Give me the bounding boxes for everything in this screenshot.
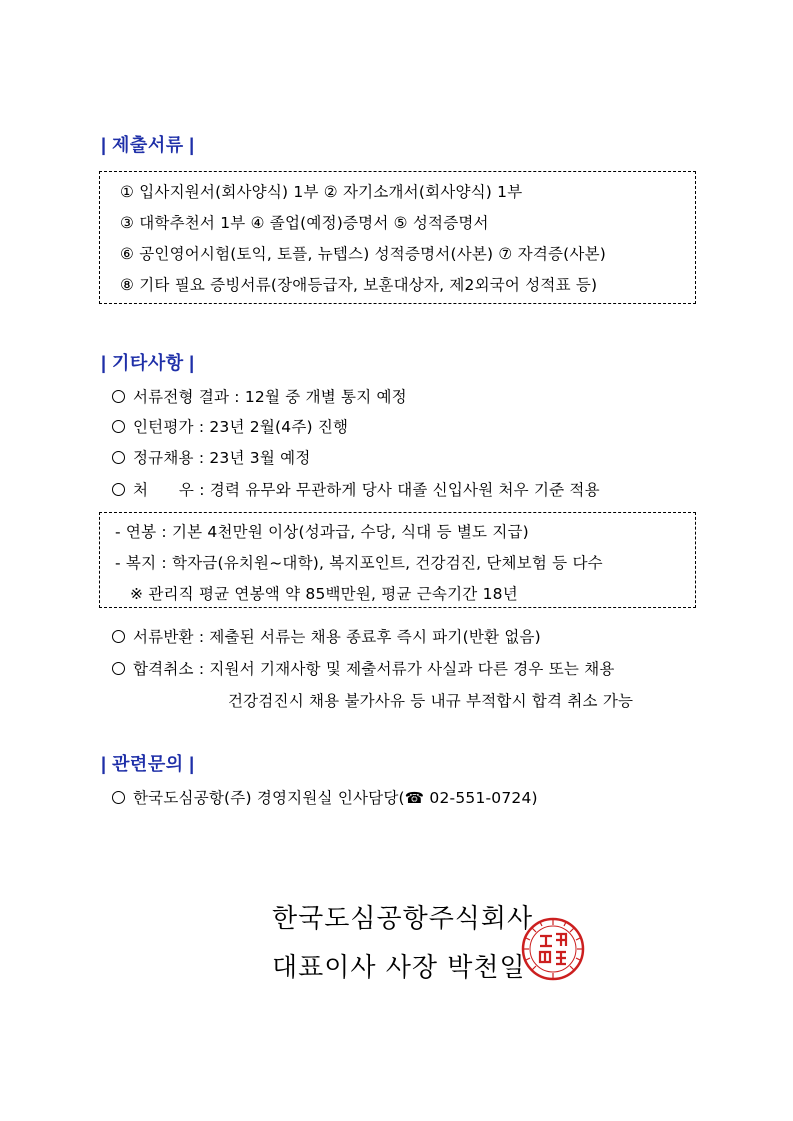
misc-item-cancel-continuation: 건강검진시 채용 불가사유 등 내규 부적합시 합격 취소 가능 [228, 692, 634, 710]
circle-bullet-icon [112, 483, 125, 496]
contact-text: 한국도심공항(주) 경영지원실 인사담당(☎ 02-551-0724) [133, 789, 538, 807]
contact-item [112, 786, 538, 808]
company-name: 한국도심공항주식회사 [272, 904, 534, 934]
misc-item-text: 정규채용 : 23년 3월 예정 [133, 449, 311, 467]
ceo-name: 대표이사 사장 박천일 [272, 953, 526, 983]
section-title-contact: | 관련문의 | [101, 754, 195, 774]
circle-bullet-icon [112, 420, 125, 433]
circle-bullet-icon [112, 662, 125, 675]
benefit-note: ※ 관리직 평균 연봉액 약 85백만원, 평균 근속기간 18년 [130, 585, 518, 603]
section-title-documents: | 제출서류 | [101, 135, 195, 155]
benefit-welfare: - 복지 : 학자금(유치원~대학), 복지포인트, 건강검진, 단체보험 등 다수 [115, 554, 603, 572]
misc-item-treatment [112, 478, 600, 500]
misc-item-intern [112, 415, 348, 437]
misc-item-return [112, 625, 541, 647]
documents-line: ① 입사지원서(회사양식) 1부 ② 자기소개서(회사양식) 1부 [120, 183, 523, 201]
misc-item-text: 처 우 : 경력 유무와 무관하게 당사 대졸 신입사원 처우 기준 적용 [133, 481, 600, 499]
misc-item-screening [112, 385, 407, 407]
documents-line: ⑧ 기타 필요 증빙서류(장애등급자, 보훈대상자, 제2외국어 성적표 등) [120, 276, 598, 294]
misc-item-text: 인턴평가 : 23년 2월(4주) 진행 [133, 418, 349, 436]
official-seal-icon [520, 916, 586, 982]
misc-item-text: 서류반환 : 제출된 서류는 채용 종료후 즉시 파기(반환 없음) [133, 628, 541, 646]
benefit-salary: - 연봉 : 기본 4천만원 이상(성과급, 수당, 식대 등 별도 지급) [115, 523, 529, 541]
misc-item-text: 합격취소 : 지원서 기재사항 및 제출서류가 사실과 다른 경우 또는 채용 [133, 660, 615, 678]
benefits-box [99, 512, 696, 608]
documents-box [99, 171, 696, 304]
section-title-misc: | 기타사항 | [101, 353, 195, 373]
documents-line: ③ 대학추천서 1부 ④ 졸업(예정)증명서 ⑤ 성적증명서 [120, 214, 489, 232]
circle-bullet-icon [112, 390, 125, 403]
circle-bullet-icon [112, 451, 125, 464]
documents-line: ⑥ 공인영어시험(토익, 토플, 뉴텝스) 성적증명서(사본) ⑦ 자격증(사본) [120, 245, 607, 263]
misc-item-regular [112, 446, 311, 468]
circle-bullet-icon [112, 791, 125, 804]
circle-bullet-icon [112, 630, 125, 643]
misc-item-cancel [112, 657, 615, 679]
misc-item-text: 서류전형 결과 : 12월 중 개별 통지 예정 [133, 388, 407, 406]
